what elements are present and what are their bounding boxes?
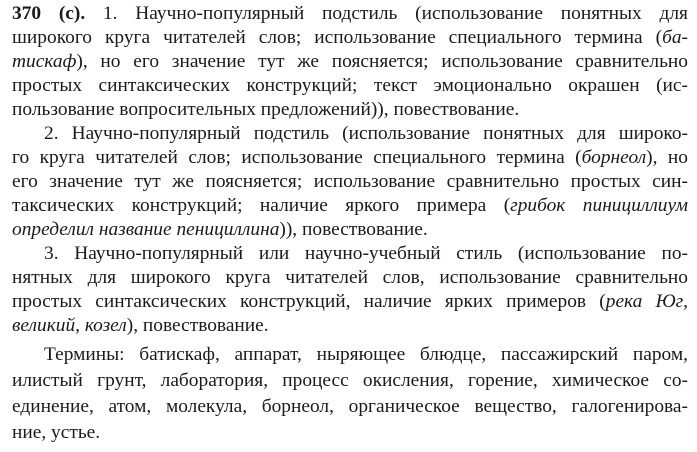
text-run: ние, устье.	[12, 422, 101, 443]
text-line	[44, 123, 688, 144]
text-line	[12, 291, 688, 312]
text-line	[44, 243, 688, 264]
text-run: ), повествование.	[126, 315, 269, 336]
terms-line-3	[12, 395, 688, 419]
text-line	[12, 370, 688, 391]
text-line	[44, 344, 688, 365]
text-line	[135, 3, 688, 24]
italic-run: ба-	[662, 27, 688, 48]
text-run: широкого круга читателей слов; использование специального термина (	[12, 27, 663, 48]
text-line	[12, 27, 688, 48]
italic-run: река Юг,	[605, 291, 688, 312]
item-3-line-3	[12, 290, 688, 314]
text-run: простых синтаксических конструкций, наличие ярких примеров (	[12, 291, 606, 312]
item-3-line-2	[12, 266, 688, 290]
italic-run: определил название пенициллина	[12, 219, 280, 240]
text-line	[12, 219, 428, 240]
text-run: нятных для широкого круга читателей слов, использование сравнительно	[12, 267, 688, 288]
item-1-line-1	[12, 2, 688, 26]
exercise-number: 370 (с).	[12, 3, 86, 24]
item-1-line-5	[12, 98, 688, 122]
text-run: )), повествование.	[279, 219, 428, 240]
text-run: ), но его значение тут же поясняется; использование сравнительно	[76, 51, 688, 72]
item-3-line-4	[12, 314, 688, 338]
text-run: ), но	[646, 147, 688, 168]
text-run: его значение тут же поясняется; использование сравнительно простых син-	[12, 171, 688, 192]
text-line	[12, 396, 688, 417]
text-line	[12, 147, 688, 168]
text-line	[12, 267, 688, 288]
text-run: простых синтаксических конструкций; текст эмоционально окрашен (ис-	[12, 75, 688, 96]
item-2-line-4	[12, 194, 688, 218]
text-line	[12, 315, 269, 336]
item-2-line-3	[12, 170, 688, 194]
terms-line-1	[44, 343, 688, 367]
item-2-line-5	[12, 218, 688, 242]
item-1-line-2	[12, 26, 688, 50]
text-run: пользование вопросительных предложений)), повествование.	[12, 99, 520, 120]
italic-run: великий, козел	[12, 315, 127, 336]
text-line	[12, 51, 688, 72]
text-run: илистый грунт, лаборатория, процесс окисления, горение, химическое со-	[12, 370, 688, 391]
text-run: 2. Научно-популярный подстиль (использование понятных для широко-	[44, 123, 688, 144]
text-run: 3. Научно-популярный или научно-учебный стиль (использование по-	[44, 243, 688, 264]
text-line	[12, 99, 519, 120]
item-1-line-3	[12, 50, 688, 74]
text-line	[12, 75, 688, 96]
terms-line-4	[12, 421, 688, 445]
text-line	[12, 422, 100, 443]
text-run: таксических конструкций; наличие яркого примера (	[12, 195, 511, 216]
text-run: единение, атом, молекула, борнеол, органическое вещество, галогенирова-	[12, 396, 688, 417]
italic-run: грибок пинициллиум	[510, 195, 688, 216]
text-run: Термины: батискаф, аппарат, ныряющее блюдце, пассажирский паром,	[44, 344, 688, 365]
item-3-line-1	[44, 242, 688, 266]
text-run: го круга читателей слов; использование специального термина (	[12, 147, 582, 168]
text-line	[12, 195, 688, 216]
terms-line-2	[12, 369, 688, 393]
item-2-line-2	[12, 146, 688, 170]
item-1-marker: 1.	[102, 3, 118, 24]
italic-run: борнеол	[581, 147, 647, 168]
item-1-line-4	[12, 74, 688, 98]
text-line	[12, 171, 688, 192]
italic-run: тискаф	[12, 51, 77, 72]
text-run: Научно-популярный подстиль (использование понятных для	[135, 3, 688, 24]
item-2-line-1	[44, 122, 688, 146]
